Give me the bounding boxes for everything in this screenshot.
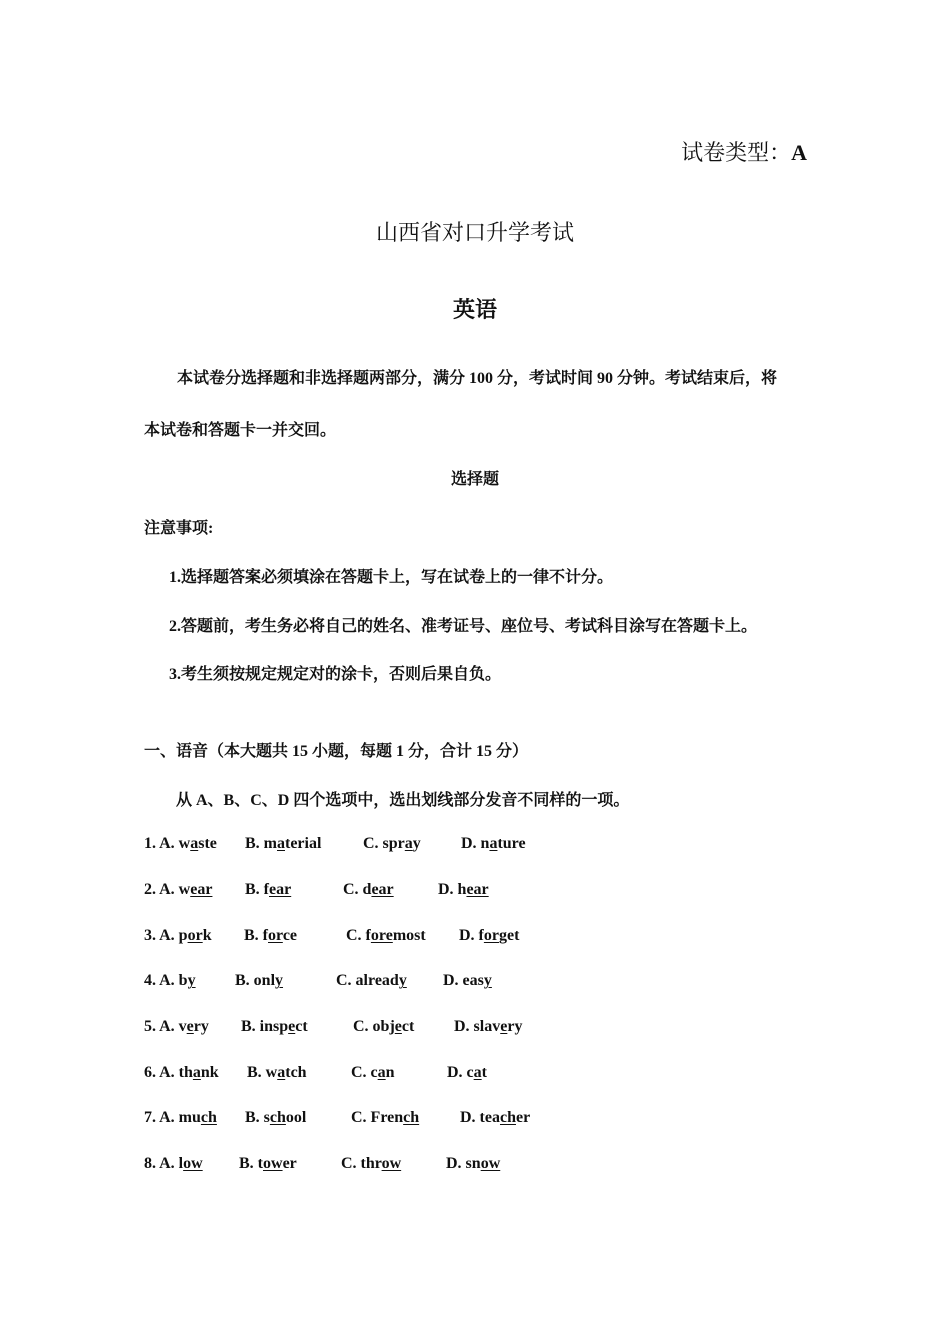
option-d: D. teacher	[460, 1109, 531, 1126]
option-b: B. only	[235, 972, 284, 989]
option-c: C. object	[353, 1018, 415, 1035]
option-a: 6. A. thank	[144, 1064, 219, 1081]
option-a: 1. A. waste	[144, 835, 217, 852]
paper-type-value: A	[791, 140, 807, 165]
option-c: C. French	[351, 1109, 420, 1126]
notice-item: 1.选择题答案必须填涂在答题卡上，写在试卷上的一律不计分。	[169, 569, 614, 586]
option-b: B. fear	[245, 881, 292, 898]
option-b: B. tower	[239, 1155, 297, 1172]
intro-line-1: 本试卷分选择题和非选择题两部分，满分 100 分，考试时间 90 分钟。考试结束后，将	[177, 370, 778, 387]
option-c: C. foremost	[346, 927, 426, 944]
option-b: B. watch	[247, 1064, 307, 1081]
paper-type	[681, 136, 807, 167]
option-a: 5. A. very	[144, 1018, 209, 1035]
option-d: D. snow	[446, 1155, 501, 1172]
option-b: B. school	[245, 1109, 307, 1126]
intro-line-2: 本试卷和答题卡一并交回。	[144, 422, 337, 439]
part1-title: 一、语音（本大题共 15 小题，每题 1 分，合计 15 分）	[144, 743, 529, 760]
option-a: 3. A. pork	[144, 927, 212, 944]
paper-type-label: 试卷类型：	[681, 140, 792, 165]
option-a: 4. A. by	[144, 972, 196, 989]
option-c: C. can	[351, 1064, 395, 1081]
option-d: D. cat	[447, 1064, 487, 1081]
option-d: D. hear	[438, 881, 489, 898]
option-b: B. inspect	[241, 1018, 308, 1035]
option-a: 8. A. low	[144, 1155, 203, 1172]
option-b: B. force	[244, 927, 298, 944]
option-c: C. dear	[343, 881, 394, 898]
notice-item: 2.答题前，考生务必将自己的姓名、准考证号、座位号、考试科目涂写在答题卡上。	[169, 618, 758, 635]
part1-instruction: 从 A、B、C、D 四个选项中，选出划线部分发音不同样的一项。	[176, 792, 630, 809]
option-b: B. material	[245, 835, 322, 852]
option-d: D. easy	[443, 972, 492, 989]
option-c: C. already	[336, 972, 407, 989]
exam-title: 山西省对口升学考试	[375, 220, 574, 245]
option-a: 2. A. wear	[144, 881, 213, 898]
section-heading: 选择题	[450, 471, 499, 488]
option-c: C. throw	[341, 1155, 402, 1172]
notice-title: 注意事项:	[144, 520, 214, 537]
option-d: D. forget	[459, 927, 520, 944]
option-a: 7. A. much	[144, 1109, 217, 1126]
notice-item: 3.考生须按规定规定对的涂卡，否则后果自负。	[169, 666, 502, 683]
option-d: D. nature	[461, 835, 526, 852]
subject-title: 英语	[452, 297, 497, 322]
option-c: C. spray	[363, 835, 421, 852]
option-d: D. slavery	[454, 1018, 523, 1035]
